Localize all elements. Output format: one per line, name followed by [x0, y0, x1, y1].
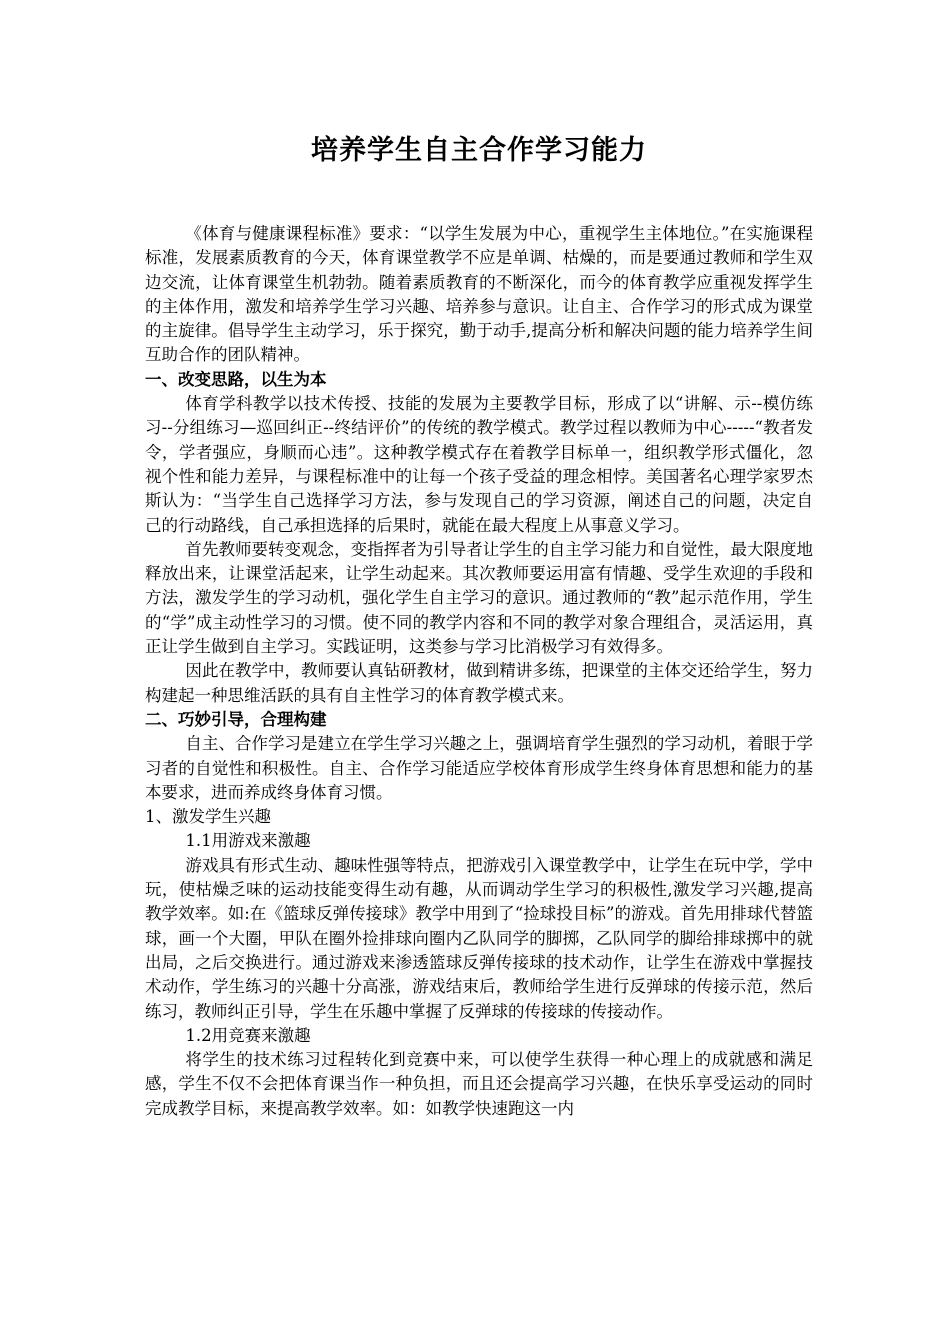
section-heading-2: 二、巧妙引导，合理构建 [145, 709, 327, 729]
paragraph-autonomy: 自主、合作学习是建立在学生学习兴趣之上，强调培育学生强烈的学习动机，着眼于学习者的自觉性和积极性。自主、合作学习能适应学校体育形成学生终身体育思想和能力的基本要求，进而养成终身体育习惯。 [145, 734, 813, 802]
paragraph-competition: 将学生的技术练习过程转化到竞赛中来，可以使学生获得一种心理上的成就感和满足感，学生不仅不会把体育课当作一种负担，而且还会提高学习兴趣，在快乐享受运动的同时完成教学目标，来提高教学效率。如：如教学快速跑这一内 [145, 1050, 813, 1118]
subsubsection-heading-1-2: 1.2用竞赛来激趣 [185, 1025, 311, 1045]
document-title: 培养学生自主合作学习能力 [311, 135, 647, 166]
document-body [145, 222, 813, 1121]
paragraph-intro: 《体育与健康课程标准》要求：“以学生发展为中心，重视学生主体地位。”在实施课程标准，发展素质教育的今天，体育课堂教学不应是单调、枯燥的，而是要通过教师和学生双边交流，让体育课堂生机勃勃。随着素质教育的不断深化，而今的体育教学应重视发挥学生的主体作用，激发和培养学生学习兴趣、培养参与意识。让自主、合作学习的形式成为课堂的主旋律。倡导学生主动学习，乐于探究，勤于动手,提高分析和解决问题的能力培养学生间互助合作的团队精神。 [145, 224, 813, 365]
subsection-heading-1: 1、激发学生兴趣 [145, 807, 271, 827]
paragraph-conclusion-1: 因此在教学中，教师要认真钻研教材，做到精讲多练，把课堂的主体交还给学生，努力构建起一种思维活跃的具有自主性学习的体育教学模式来。 [145, 661, 813, 705]
paragraph-teacher-role: 首先教师要转变观念，变指挥者为引导者让学生的自主学习能力和自觉性，最大限度地释放出来，让课堂活起来，让学生动起来。其次教师要运用富有情趣、受学生欢迎的手段和方法，激发学生的学习动机，强化学生自主学习的意识。通过教师的“教”起示范作用，学生的“学”成主动性学习的习惯。使不同的教学内容和不同的教学对象合理组合，灵活运用，真正让学生做到自主学习。实践证明，这类参与学习比消极学习有效得多。 [145, 539, 813, 657]
paragraph-traditional-model: 体育学科教学以技术传授、技能的发展为主要教学目标，形成了以“讲解、示--模仿练习--分组练习—巡回纠正--终结评价”的传统的教学模式。教学过程以教师为中心-----“教者发令，学者强应，身顺而心违”。这种教学模式存在着教学目标单一，组织教学形式僵化，忽视个性和能力差异，与课程标准中的让每一个孩子受益的理念相悖。美国著名心理学家罗杰斯认为：“当学生自己选择学习方法，参与发现自己的学习资源，阐述自己的问题，决定自己的行动路线，自己承担选择的后果时，就能在最大程度上从事意义学习。 [145, 394, 813, 535]
subsubsection-heading-1-1: 1.1用游戏来激趣 [185, 831, 311, 851]
section-heading-1: 一、改变思路，以生为本 [145, 369, 327, 389]
paragraph-games: 游戏具有形式生动、趣味性强等特点，把游戏引入课堂教学中，让学生在玩中学，学中玩，使枯燥乏味的运动技能变得生动有趣，从而调动学生学习的积极性,激发学习兴趣,提高教学效率。如:在《篮球反弹传接球》教学中用到了“捡球投目标”的游戏。首先用排球代替篮球，画一个大圈，甲队在圈外捡排球向圈内乙队同学的脚掷，乙队同学的脚给排球掷中的就出局，之后交换进行。通过游戏来渗透篮球反弹传接球的技术动作，让学生在游戏中掌握技术动作，学生练习的兴趣十分高涨，游戏结束后，教师给学生进行反弹球的传接示范，然后练习，教师纠正引导，学生在乐趣中掌握了反弹球的传接球的传接动作。 [145, 855, 813, 1021]
